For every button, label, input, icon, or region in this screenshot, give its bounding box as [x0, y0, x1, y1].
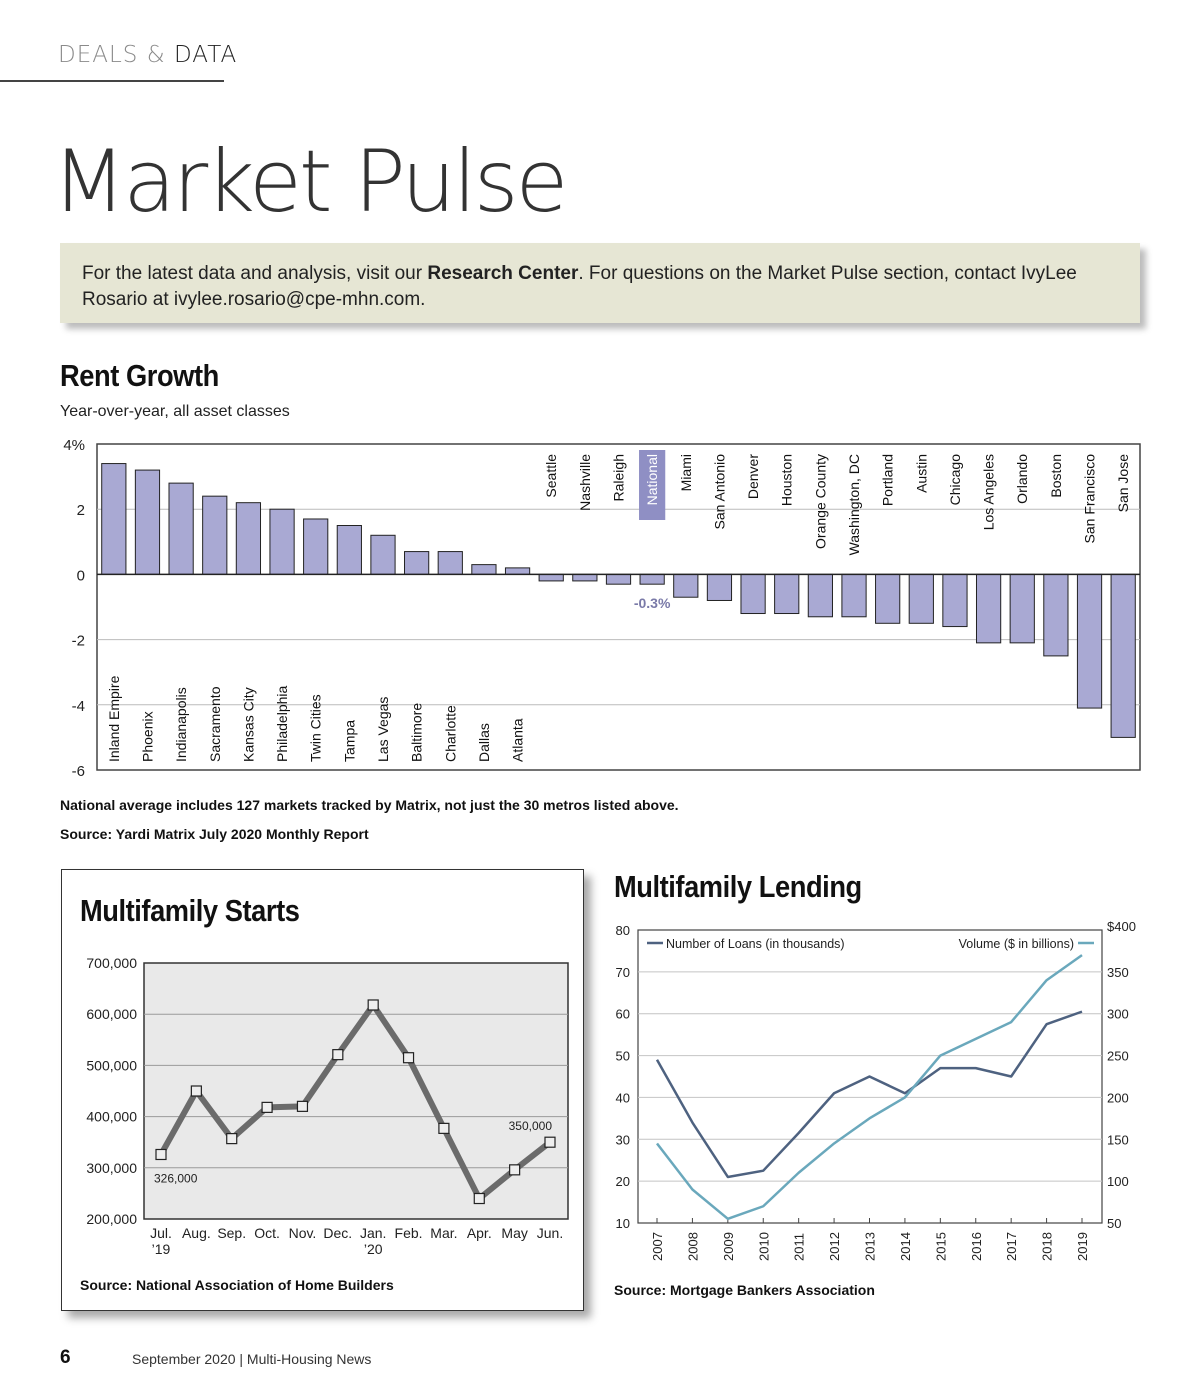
section-tag-left: DEALS & [58, 42, 166, 68]
rent-growth-title: Rent Growth [60, 358, 219, 393]
rent-growth-source: Source: Yardi Matrix July 2020 Monthly Report [60, 826, 369, 842]
page-number: 6 [60, 1347, 71, 1368]
x-tick-label: Jun. [536, 1225, 564, 1241]
y-left-tick-label: 80 [615, 923, 630, 938]
x-category-label: Seattle [543, 454, 560, 498]
x-tick-label: Mar. [430, 1225, 458, 1241]
x-category-label: Atlanta [509, 718, 526, 762]
y-left-tick-label: 40 [615, 1090, 630, 1106]
bar [943, 574, 967, 626]
bar [539, 574, 563, 581]
bar [203, 496, 227, 574]
rent-growth-subtitle: Year-over-year, all asset classes [60, 403, 290, 420]
x-category-label: Denver [745, 454, 762, 500]
x-tick-label: 2010 [756, 1232, 772, 1261]
y-tick-label: -6 [71, 763, 85, 780]
x-category-label: Twin Cities [307, 694, 324, 762]
x-tick-label: May [501, 1225, 528, 1241]
info-text-after: . For questions on the Market Pulse section, contact IvyLee Rosario at ivylee.rosario@cpe-mhn.com. [82, 263, 1077, 310]
data-point [510, 1165, 520, 1175]
section-tag [58, 42, 237, 68]
rent-growth-chart [0, 430, 1200, 790]
page-title: Market Pulse [52, 132, 566, 232]
y-left-tick-label: 10 [615, 1216, 630, 1231]
bar [1044, 574, 1068, 656]
x-tick-label: 2007 [650, 1232, 665, 1261]
bar [371, 535, 395, 574]
x-category-label: Nashville [576, 454, 593, 511]
bar [236, 503, 260, 575]
x-category-label: Chicago [946, 454, 963, 506]
section-tag-right: DATA [173, 42, 238, 68]
legend-label-loans: Number of Loans (in thousands) [666, 937, 845, 951]
x-category-label: San Francisco [1081, 454, 1098, 544]
data-label-last: 350,000 [508, 1119, 552, 1134]
data-point [262, 1102, 272, 1112]
bar [1010, 574, 1034, 642]
bar [876, 574, 900, 623]
x-tick-label: 2008 [685, 1232, 701, 1261]
x-category-label: Orange County [812, 454, 829, 549]
x-tick-label: Jul. ’19 [150, 1225, 172, 1257]
data-point [227, 1134, 237, 1144]
x-tick-label: 2009 [720, 1232, 736, 1261]
x-category-label: Raleigh [610, 454, 627, 502]
x-category-label: National [644, 454, 661, 506]
x-category-label: Orlando [1014, 454, 1031, 504]
data-point [439, 1123, 449, 1133]
x-category-label: Kansas City [240, 687, 257, 762]
x-tick-label: 2011 [791, 1233, 807, 1261]
y-right-tick-label: 50 [1107, 1216, 1122, 1231]
y-tick-label: -2 [71, 632, 85, 650]
bar [808, 574, 832, 616]
x-tick-label: 2013 [862, 1232, 878, 1261]
x-category-label: San Jose [1115, 454, 1132, 513]
bar [472, 565, 496, 575]
bar [270, 509, 294, 574]
bar [707, 574, 731, 600]
x-tick-label: 2014 [897, 1232, 913, 1261]
bar [1077, 574, 1101, 708]
bar [842, 574, 866, 616]
y-right-tick-label: 150 [1107, 1132, 1129, 1148]
bar [741, 574, 765, 613]
bar [405, 552, 429, 575]
rent-growth-note: National average includes 127 markets tracked by Matrix, not just the 30 metros listed above. [60, 797, 679, 813]
y-right-tick-label: $400 [1107, 919, 1136, 934]
x-category-label: Washington, DC [846, 454, 863, 556]
lending-chart [600, 915, 1200, 1270]
bar [775, 574, 799, 613]
data-point [474, 1194, 484, 1204]
data-point [333, 1050, 343, 1060]
bar [1111, 574, 1135, 737]
lending-title: Multifamily Lending [614, 869, 862, 904]
data-label: -0.3% [633, 595, 671, 612]
x-tick-label: 2015 [933, 1232, 949, 1261]
x-tick-label: 2018 [1039, 1232, 1055, 1261]
bar [304, 519, 328, 574]
research-center-link[interactable]: Research Center [427, 263, 579, 284]
info-box [60, 243, 1140, 323]
x-category-label: Indianapolis [173, 687, 190, 762]
bar [337, 526, 361, 575]
bar [169, 483, 193, 574]
bar [438, 552, 462, 575]
bar [573, 574, 597, 581]
y-right-tick-label: 350 [1107, 964, 1129, 980]
legend-label-volume: Volume ($ in billions) [958, 937, 1074, 951]
x-tick-label: 2012 [827, 1232, 843, 1261]
y-left-tick-label: 30 [615, 1132, 630, 1148]
y-tick-label: 300,000 [86, 1159, 137, 1176]
x-tick-label: 2019 [1075, 1232, 1090, 1261]
x-tick-label: Oct. [254, 1225, 280, 1241]
x-tick-label: Feb. [394, 1225, 423, 1241]
y-tick-label: 400,000 [86, 1108, 137, 1125]
x-category-label: Philadelphia [274, 685, 291, 762]
section-rule [0, 80, 224, 82]
x-tick-label: 2016 [968, 1232, 984, 1261]
data-point [297, 1101, 307, 1111]
y-tick-label: 0 [76, 567, 85, 585]
x-category-label: Charlotte [442, 705, 459, 762]
starts-chart [62, 940, 582, 1270]
y-right-tick-label: 250 [1107, 1048, 1129, 1064]
data-point [404, 1053, 414, 1063]
data-point [156, 1149, 166, 1159]
x-tick-label: Dec. [323, 1225, 353, 1241]
bar [505, 568, 529, 575]
y-tick-label: 2 [76, 502, 85, 520]
y-right-tick-label: 100 [1107, 1174, 1129, 1190]
x-category-label: Tampa [341, 719, 358, 762]
bar [909, 574, 933, 623]
bar [674, 574, 698, 597]
x-tick-label: Nov. [288, 1225, 317, 1241]
x-category-label: Dallas [475, 723, 492, 762]
data-point [545, 1137, 555, 1147]
y-right-tick-label: 200 [1107, 1090, 1129, 1106]
x-category-label: San Antonio [711, 454, 728, 530]
bar [606, 574, 630, 584]
x-tick-label: Aug. [181, 1225, 211, 1241]
y-tick-label: 700,000 [86, 955, 137, 971]
data-point [368, 1000, 378, 1010]
x-category-label: Miami [677, 454, 694, 492]
y-left-tick-label: 20 [615, 1174, 630, 1190]
x-category-label: Boston [1047, 454, 1064, 498]
y-tick-label: 500,000 [86, 1057, 137, 1074]
info-text-before: For the latest data and analysis, visit our [82, 263, 428, 284]
y-tick-label: 200,000 [86, 1211, 137, 1227]
starts-source: Source: National Association of Home Builders [80, 1277, 394, 1293]
lending-source: Source: Mortgage Bankers Association [614, 1282, 875, 1298]
y-right-tick-label: 300 [1107, 1006, 1129, 1022]
y-left-tick-label: 60 [615, 1006, 630, 1022]
x-category-label: Austin [913, 454, 930, 493]
x-category-label: Portland [879, 454, 896, 507]
x-category-label: Phoenix [139, 711, 156, 762]
data-point [191, 1086, 201, 1096]
starts-title: Multifamily Starts [80, 893, 300, 928]
x-category-label: Los Angeles [980, 454, 997, 531]
x-category-label: Baltimore [408, 702, 425, 762]
x-category-label: Inland Empire [105, 675, 122, 762]
bar [976, 574, 1000, 642]
y-tick-label: 600,000 [86, 1006, 137, 1023]
y-left-tick-label: 50 [615, 1048, 630, 1064]
y-left-tick-label: 70 [615, 964, 630, 980]
x-category-label: Sacramento [206, 686, 223, 762]
bar [640, 574, 664, 584]
x-category-label: Las Vegas [374, 696, 391, 762]
y-tick-label: 4% [63, 437, 85, 454]
data-label-first: 326,000 [154, 1171, 198, 1186]
y-tick-label: -4 [71, 697, 85, 715]
x-tick-label: Apr. [466, 1225, 492, 1241]
x-tick-label: Sep. [217, 1225, 247, 1241]
bar [102, 464, 126, 575]
x-tick-label: Jan. ’20 [359, 1225, 387, 1257]
footer-text: September 2020 | Multi-Housing News [132, 1351, 372, 1367]
x-tick-label: 2017 [1004, 1232, 1020, 1261]
bar [135, 470, 159, 574]
x-category-label: Houston [778, 454, 795, 507]
